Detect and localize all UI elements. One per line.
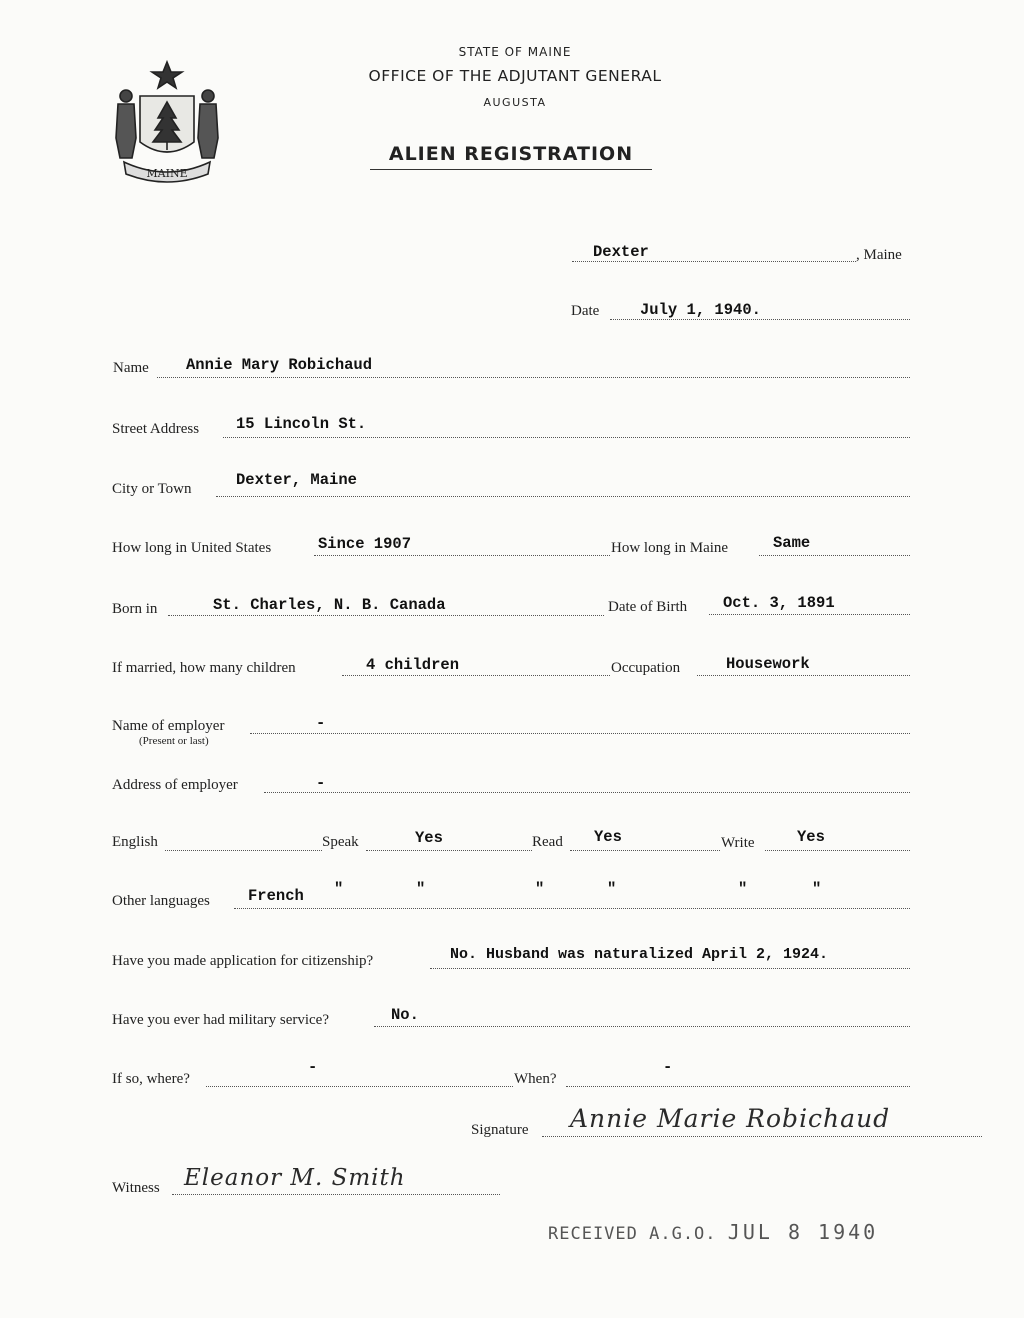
other-languages-line [234,908,910,909]
stamp-date: JUL 8 1940 [727,1220,879,1244]
date-label: Date [571,303,600,319]
date-of-birth-value: Oct. 3, 1891 [723,594,835,612]
signature-line [542,1136,982,1137]
employer-name-label: Name of employer [112,718,225,734]
title-underline [370,169,652,170]
read-label: Read [532,834,563,850]
write-value: Yes [797,828,825,846]
employer-name-line [250,733,910,734]
date-of-birth-label: Date of Birth [608,599,688,615]
how-long-maine-line [759,555,910,556]
occupation-label: Occupation [611,660,681,676]
citizenship-label: Have you made application for citizenship? [112,953,374,969]
speak-label: Speak [322,834,359,850]
town-line [572,261,856,262]
header-state: STATE OF MAINE [458,45,572,59]
read-line [570,850,720,851]
speak-line [366,850,532,851]
how-long-maine-value: Same [773,534,811,552]
employer-name-value: - [316,714,326,732]
ditto-mark: " [416,880,426,898]
where-line [206,1086,513,1087]
stamp-text: RECEIVED A.G.O. [548,1224,717,1244]
how-long-us-label: How long in United States [112,540,272,556]
header-office: OFFICE OF THE ADJUTANT GENERAL [368,67,662,85]
street-address-value: 15 Lincoln St. [236,415,367,433]
seal-banner-text: MAINE [146,167,188,180]
citizenship-value: No. Husband was naturalized April 2, 1924. [450,946,829,963]
where-label: If so, where? [112,1071,190,1087]
ditto-mark: " [535,880,545,898]
signature-label: Signature [471,1122,529,1138]
speak-value: Yes [415,829,443,847]
when-line [566,1086,910,1087]
other-languages-label: Other languages [112,893,210,909]
when-label: When? [514,1071,557,1087]
ditto-mark: " [738,880,748,898]
town-value: Dexter [593,243,649,261]
town-suffix: , Maine [856,247,902,263]
write-label: Write [721,835,755,851]
witness-value: Eleanor M. Smith [184,1165,406,1191]
city-value: Dexter, Maine [236,471,357,489]
military-value: No. [391,1006,419,1024]
date-of-birth-line [709,614,910,615]
how-long-us-value: Since 1907 [318,535,412,553]
read-value: Yes [594,828,622,846]
witness-label: Witness [112,1180,160,1196]
children-line [342,675,610,676]
other-languages-value: French [248,887,304,905]
employer-name-sublabel: (Present or last) [139,735,209,747]
born-in-label: Born in [112,601,158,617]
employer-address-line [264,792,910,793]
occupation-line [697,675,910,676]
write-line [765,850,910,851]
english-label: English [112,834,158,850]
signature-value: Annie Marie Robichaud [570,1104,891,1133]
ditto-mark: " [334,880,344,898]
ditto-mark: " [812,880,822,898]
employer-address-value: - [316,774,326,792]
how-long-maine-label: How long in Maine [611,540,729,556]
how-long-us-line [314,555,610,556]
military-label: Have you ever had military service? [112,1012,329,1028]
witness-line [172,1194,500,1195]
form-title: ALIEN REGISTRATION [388,143,634,165]
date-line [610,319,910,320]
city-line [216,496,910,497]
where-value: - [308,1058,318,1076]
name-label: Name [113,360,149,376]
children-label: If married, how many children [112,660,296,676]
children-value: 4 children [366,656,460,674]
street-address-label: Street Address [112,421,200,437]
born-in-value: St. Charles, N. B. Canada [213,596,446,614]
name-line [157,377,910,378]
city-label: City or Town [112,481,192,497]
citizenship-line [430,968,910,969]
street-address-line [223,437,910,438]
state-seal-icon [108,58,226,186]
when-value: - [663,1058,673,1076]
received-stamp [548,1220,878,1244]
military-line [374,1026,910,1027]
ditto-mark: " [607,880,617,898]
name-value: Annie Mary Robichaud [186,356,373,374]
english-line [165,850,322,851]
born-in-line [168,615,604,616]
header-city: AUGUSTA [483,96,547,109]
occupation-value: Housework [726,655,810,673]
date-value: July 1, 1940. [640,301,761,319]
employer-address-label: Address of employer [112,777,238,793]
